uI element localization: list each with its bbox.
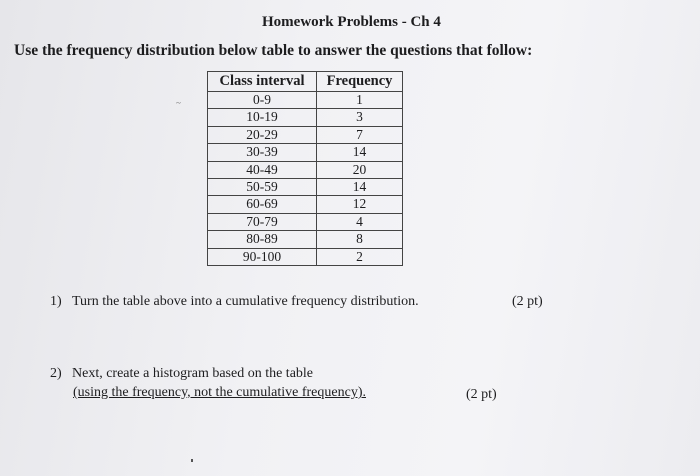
question-2-number: 2) (50, 366, 62, 381)
class-interval-cell: 70-79 (208, 213, 317, 230)
column-header-frequency: Frequency (317, 72, 403, 92)
column-header-class-interval: Class interval (208, 72, 317, 92)
instruction-text: Use the frequency distribution below table to answer the questions that follow: (14, 42, 533, 59)
pen-mark (191, 459, 193, 462)
page-title: Homework Problems - Ch 4 (262, 14, 441, 30)
table-row (208, 248, 403, 265)
table-row (208, 231, 403, 248)
class-interval-cell: 90-100 (208, 248, 317, 265)
frequency-cell: 1 (317, 92, 403, 109)
frequency-cell: 20 (317, 161, 403, 178)
table-row (208, 196, 403, 213)
class-interval-cell: 80-89 (208, 231, 317, 248)
frequency-cell: 14 (317, 179, 403, 196)
table-row (208, 92, 403, 109)
question-2-text: Next, create a histogram based on the table (72, 366, 314, 381)
frequency-cell: 4 (317, 213, 403, 230)
frequency-cell: 14 (317, 144, 403, 161)
frequency-cell: 3 (317, 109, 403, 126)
table-row (208, 126, 403, 143)
question-2 (50, 366, 313, 382)
class-interval-cell: 50-59 (208, 179, 317, 196)
frequency-cell: 8 (317, 231, 403, 248)
frequency-cell: 12 (317, 196, 403, 213)
question-1-text: Turn the table above into a cumulative frequency distribution. (72, 294, 419, 309)
frequency-table (207, 71, 403, 266)
table-row (208, 161, 403, 178)
class-interval-cell: 60-69 (208, 196, 317, 213)
margin-mark: ~ (176, 98, 181, 108)
class-interval-cell: 40-49 (208, 161, 317, 178)
class-interval-cell: 10-19 (208, 109, 317, 126)
class-interval-cell: 0-9 (208, 92, 317, 109)
question-1 (50, 294, 419, 310)
frequency-cell: 7 (317, 126, 403, 143)
frequency-cell: 2 (317, 248, 403, 265)
class-interval-cell: 30-39 (208, 144, 317, 161)
question-2-subtext: (using the frequency, not the cumulative frequency). (73, 385, 366, 400)
table-row (208, 179, 403, 196)
table-header-row (208, 72, 403, 92)
question-1-points: (2 pt) (512, 294, 543, 309)
question-2-points: (2 pt) (466, 387, 497, 402)
table-row (208, 144, 403, 161)
class-interval-cell: 20-29 (208, 126, 317, 143)
question-1-number: 1) (50, 294, 62, 309)
table-row (208, 109, 403, 126)
table-row (208, 213, 403, 230)
